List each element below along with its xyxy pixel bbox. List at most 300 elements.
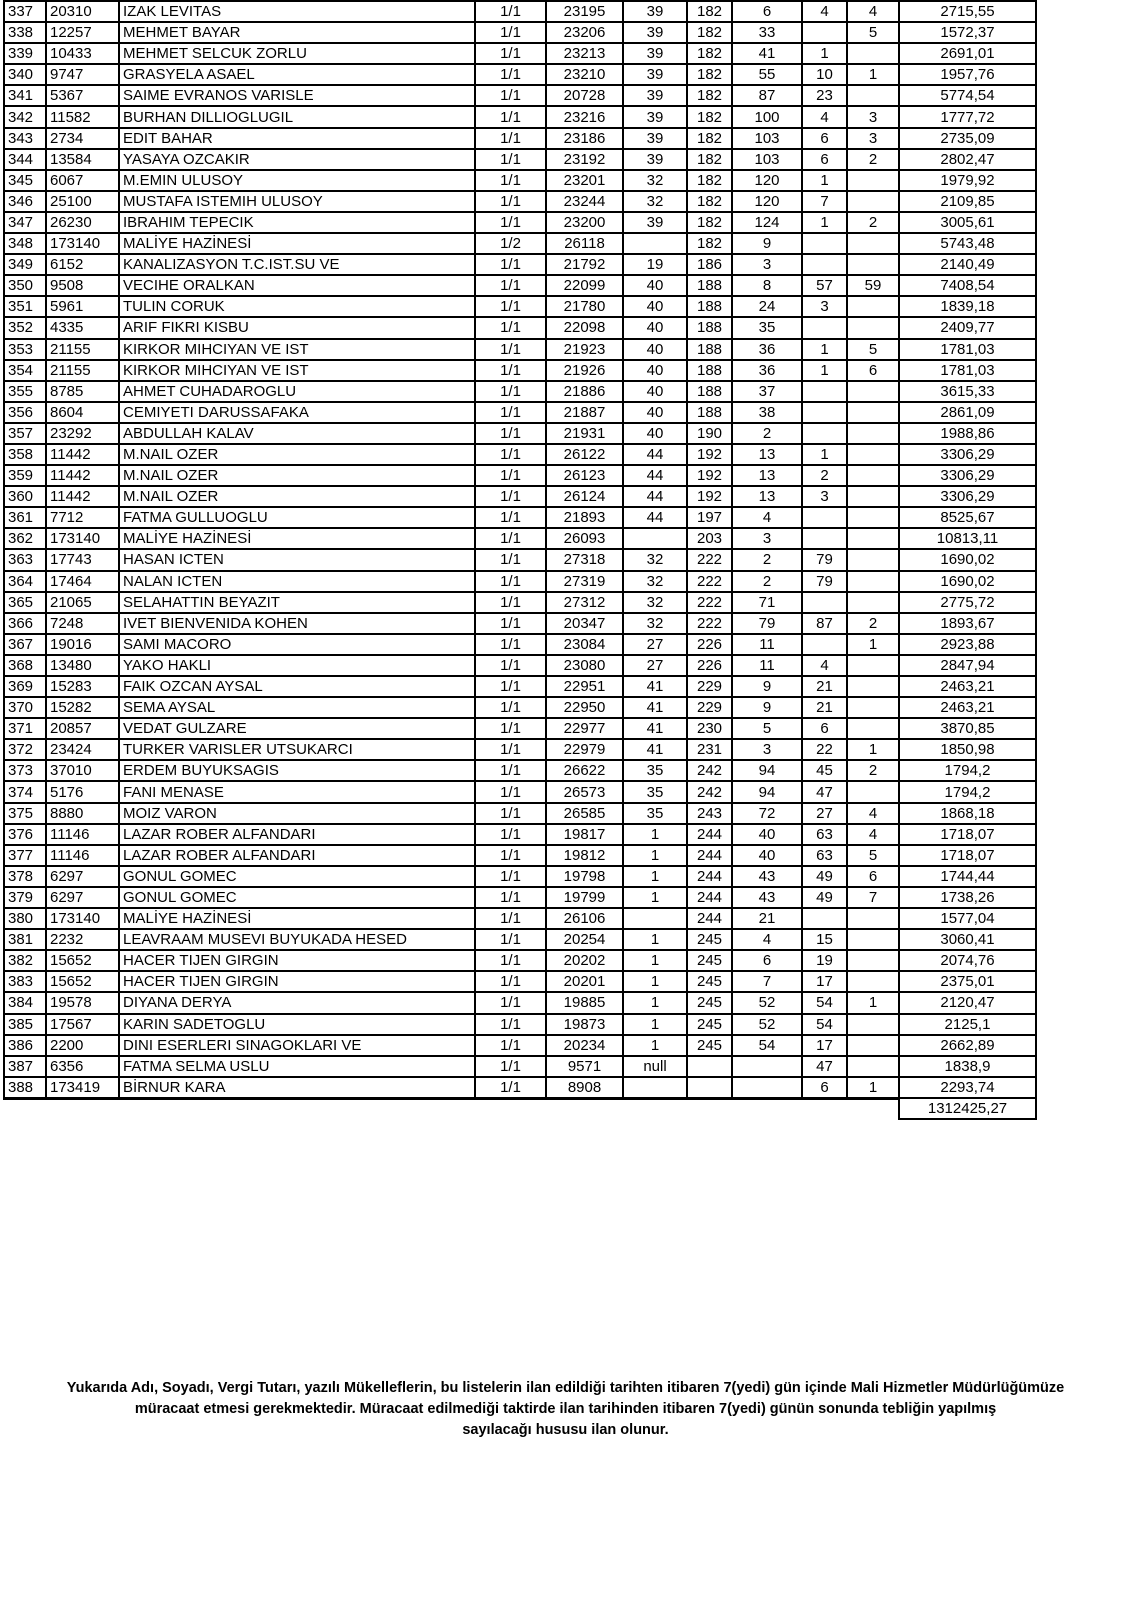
parcel-code-cell: 23244 — [546, 191, 623, 212]
island-cell: 188 — [687, 339, 732, 360]
island-cell: 244 — [687, 887, 732, 908]
parcel-cell: 3 — [732, 254, 802, 275]
tax-amount-cell: 1794,2 — [899, 781, 1036, 802]
parcel-code-cell: 8908 — [546, 1077, 623, 1099]
unit-cell — [847, 549, 899, 570]
floor-cell: 45 — [802, 760, 847, 781]
block-cell — [623, 1077, 687, 1099]
notice-line-2: müracaat etmesi gerekmektedir. Müracaat edilmediği taktirde ilan tarihinden itibaren 7(yedi) günün sonunda tebliğin yapılmış — [134, 1401, 997, 1417]
share-cell: 1/1 — [475, 1077, 546, 1099]
block-cell: 32 — [623, 549, 687, 570]
floor-cell: 1 — [802, 360, 847, 381]
taxpayer-id-cell: 15652 — [46, 950, 119, 971]
block-cell: 39 — [623, 22, 687, 43]
table-row — [4, 950, 1036, 971]
island-cell: 182 — [687, 128, 732, 149]
unit-cell — [847, 444, 899, 465]
island-cell: 186 — [687, 254, 732, 275]
row-number-cell: 350 — [4, 275, 46, 296]
table-row — [4, 465, 1036, 486]
taxpayer-name-cell: M.NAIL OZER — [119, 444, 475, 465]
block-cell: 44 — [623, 486, 687, 507]
parcel-code-cell: 23213 — [546, 43, 623, 64]
island-cell: 182 — [687, 22, 732, 43]
row-number-cell: 341 — [4, 85, 46, 106]
parcel-cell: 71 — [732, 592, 802, 613]
row-number-cell: 364 — [4, 571, 46, 592]
block-cell: 32 — [623, 170, 687, 191]
unit-cell — [847, 465, 899, 486]
tax-amount-cell: 2691,01 — [899, 43, 1036, 64]
table-row — [4, 64, 1036, 85]
island-cell: 188 — [687, 360, 732, 381]
block-cell: 41 — [623, 697, 687, 718]
taxpayer-id-cell: 11442 — [46, 444, 119, 465]
island-cell: 226 — [687, 634, 732, 655]
parcel-code-cell: 27312 — [546, 592, 623, 613]
unit-cell — [847, 254, 899, 275]
block-cell: 19 — [623, 254, 687, 275]
tax-amount-cell: 1781,03 — [899, 339, 1036, 360]
parcel-cell: 94 — [732, 781, 802, 802]
share-cell: 1/1 — [475, 676, 546, 697]
floor-cell — [802, 528, 847, 549]
tax-amount-cell: 2715,55 — [899, 1, 1036, 22]
row-number-cell: 369 — [4, 676, 46, 697]
unit-cell — [847, 170, 899, 191]
parcel-cell: 4 — [732, 929, 802, 950]
taxpayer-name-cell: GONUL GOMEC — [119, 866, 475, 887]
tax-amount-cell: 2293,74 — [899, 1077, 1036, 1099]
parcel-cell: 33 — [732, 22, 802, 43]
tax-amount-cell: 1572,37 — [899, 22, 1036, 43]
row-number-cell: 383 — [4, 971, 46, 992]
island-cell: 245 — [687, 929, 732, 950]
taxpayer-id-cell: 17567 — [46, 1014, 119, 1035]
taxpayer-name-cell: KARIN SADETOGLU — [119, 1014, 475, 1035]
unit-cell: 5 — [847, 22, 899, 43]
parcel-code-cell: 21931 — [546, 423, 623, 444]
table-row — [4, 549, 1036, 570]
parcel-code-cell: 23195 — [546, 1, 623, 22]
parcel-code-cell: 21780 — [546, 296, 623, 317]
total-row — [4, 1098, 1036, 1119]
share-cell: 1/1 — [475, 992, 546, 1013]
unit-cell: 7 — [847, 887, 899, 908]
parcel-cell: 6 — [732, 1, 802, 22]
share-cell: 1/1 — [475, 212, 546, 233]
parcel-code-cell: 22098 — [546, 317, 623, 338]
tax-amount-cell: 3306,29 — [899, 465, 1036, 486]
block-cell: 39 — [623, 128, 687, 149]
block-cell: null — [623, 1056, 687, 1077]
parcel-cell: 7 — [732, 971, 802, 992]
tax-amount-cell: 1839,18 — [899, 296, 1036, 317]
taxpayer-name-cell: EDIT BAHAR — [119, 128, 475, 149]
table-row — [4, 571, 1036, 592]
table-row — [4, 845, 1036, 866]
taxpayer-id-cell: 6297 — [46, 866, 119, 887]
floor-cell: 15 — [802, 929, 847, 950]
row-number-cell: 386 — [4, 1035, 46, 1056]
row-number-cell: 349 — [4, 254, 46, 275]
block-cell: 39 — [623, 85, 687, 106]
taxpayer-id-cell: 23292 — [46, 423, 119, 444]
parcel-code-cell: 19873 — [546, 1014, 623, 1035]
share-cell: 1/1 — [475, 170, 546, 191]
unit-cell — [847, 402, 899, 423]
island-cell: 182 — [687, 191, 732, 212]
tax-amount-cell: 2847,94 — [899, 655, 1036, 676]
parcel-cell: 43 — [732, 866, 802, 887]
parcel-code-cell: 19798 — [546, 866, 623, 887]
floor-cell: 57 — [802, 275, 847, 296]
block-cell: 35 — [623, 760, 687, 781]
floor-cell: 4 — [802, 1, 847, 22]
parcel-cell: 8 — [732, 275, 802, 296]
block-cell: 1 — [623, 1035, 687, 1056]
taxpayer-name-cell: GONUL GOMEC — [119, 887, 475, 908]
row-number-cell: 348 — [4, 233, 46, 254]
parcel-cell: 43 — [732, 887, 802, 908]
island-cell: 192 — [687, 465, 732, 486]
taxpayer-name-cell: HASAN ICTEN — [119, 549, 475, 570]
table-row — [4, 1056, 1036, 1077]
unit-cell — [847, 528, 899, 549]
table-row — [4, 317, 1036, 338]
taxpayer-name-cell: ABDULLAH KALAV — [119, 423, 475, 444]
floor-cell: 4 — [802, 106, 847, 127]
unit-cell — [847, 296, 899, 317]
taxpayer-id-cell: 5176 — [46, 781, 119, 802]
unit-cell: 2 — [847, 760, 899, 781]
island-cell: 243 — [687, 803, 732, 824]
taxpayer-id-cell: 5961 — [46, 296, 119, 317]
block-cell: 40 — [623, 317, 687, 338]
share-cell: 1/1 — [475, 866, 546, 887]
tax-amount-cell: 1744,44 — [899, 866, 1036, 887]
island-cell: 188 — [687, 317, 732, 338]
tax-amount-cell: 1690,02 — [899, 571, 1036, 592]
parcel-cell: 52 — [732, 1014, 802, 1035]
share-cell: 1/2 — [475, 233, 546, 254]
island-cell: 190 — [687, 423, 732, 444]
taxpayer-id-cell: 2232 — [46, 929, 119, 950]
island-cell: 242 — [687, 760, 732, 781]
island-cell: 231 — [687, 739, 732, 760]
parcel-code-cell: 22951 — [546, 676, 623, 697]
taxpayer-id-cell: 20310 — [46, 1, 119, 22]
parcel-cell: 24 — [732, 296, 802, 317]
share-cell: 1/1 — [475, 507, 546, 528]
parcel-code-cell: 19812 — [546, 845, 623, 866]
taxpayer-id-cell: 9747 — [46, 64, 119, 85]
block-cell: 40 — [623, 402, 687, 423]
floor-cell: 49 — [802, 866, 847, 887]
parcel-cell: 13 — [732, 465, 802, 486]
floor-cell — [802, 254, 847, 275]
taxpayer-id-cell: 11146 — [46, 824, 119, 845]
parcel-cell: 55 — [732, 64, 802, 85]
table-row — [4, 22, 1036, 43]
floor-cell: 4 — [802, 655, 847, 676]
floor-cell: 1 — [802, 339, 847, 360]
table-row — [4, 128, 1036, 149]
tax-amount-cell: 1738,26 — [899, 887, 1036, 908]
tax-amount-cell: 1838,9 — [899, 1056, 1036, 1077]
block-cell: 41 — [623, 739, 687, 760]
row-number-cell: 358 — [4, 444, 46, 465]
table-row — [4, 212, 1036, 233]
island-cell: 244 — [687, 845, 732, 866]
tax-amount-cell: 3005,61 — [899, 212, 1036, 233]
share-cell: 1/1 — [475, 22, 546, 43]
tax-amount-cell: 1893,67 — [899, 613, 1036, 634]
tax-amount-cell: 2109,85 — [899, 191, 1036, 212]
block-cell: 41 — [623, 676, 687, 697]
unit-cell — [847, 486, 899, 507]
unit-cell: 3 — [847, 128, 899, 149]
share-cell: 1/1 — [475, 760, 546, 781]
share-cell: 1/1 — [475, 887, 546, 908]
unit-cell: 6 — [847, 360, 899, 381]
floor-cell: 19 — [802, 950, 847, 971]
taxpayer-name-cell: KIRKOR MIHCIYAN VE IST — [119, 360, 475, 381]
parcel-cell: 103 — [732, 128, 802, 149]
taxpayer-name-cell: M.NAIL OZER — [119, 486, 475, 507]
taxpayer-name-cell: VECIHE ORALKAN — [119, 275, 475, 296]
block-cell: 1 — [623, 929, 687, 950]
row-number-cell: 359 — [4, 465, 46, 486]
parcel-code-cell: 19817 — [546, 824, 623, 845]
taxpayer-id-cell: 2734 — [46, 128, 119, 149]
block-cell: 40 — [623, 381, 687, 402]
taxpayer-id-cell: 21065 — [46, 592, 119, 613]
share-cell: 1/1 — [475, 697, 546, 718]
row-number-cell: 361 — [4, 507, 46, 528]
taxpayer-id-cell: 15652 — [46, 971, 119, 992]
taxpayer-id-cell: 5367 — [46, 85, 119, 106]
block-cell: 39 — [623, 149, 687, 170]
island-cell — [687, 1056, 732, 1077]
legal-notice — [0, 1378, 1131, 1441]
taxpayer-id-cell: 173140 — [46, 233, 119, 254]
row-number-cell: 380 — [4, 908, 46, 929]
block-cell: 40 — [623, 296, 687, 317]
block-cell — [623, 908, 687, 929]
share-cell: 1/1 — [475, 845, 546, 866]
table-row — [4, 1014, 1036, 1035]
row-number-cell: 365 — [4, 592, 46, 613]
table-row — [4, 85, 1036, 106]
parcel-cell: 54 — [732, 1035, 802, 1056]
floor-cell — [802, 908, 847, 929]
parcel-cell: 79 — [732, 613, 802, 634]
parcel-code-cell: 26124 — [546, 486, 623, 507]
parcel-code-cell: 23210 — [546, 64, 623, 85]
table-row — [4, 1, 1036, 22]
taxpayer-id-cell: 12257 — [46, 22, 119, 43]
unit-cell — [847, 971, 899, 992]
parcel-cell: 3 — [732, 528, 802, 549]
taxpayer-id-cell: 11442 — [46, 486, 119, 507]
share-cell: 1/1 — [475, 1035, 546, 1056]
floor-cell — [802, 423, 847, 444]
parcel-cell: 124 — [732, 212, 802, 233]
taxpayer-name-cell: KANALIZASYON T.C.IST.SU VE — [119, 254, 475, 275]
taxpayer-name-cell: VEDAT GULZARE — [119, 718, 475, 739]
taxpayer-name-cell: TULIN CORUK — [119, 296, 475, 317]
unit-cell — [847, 1014, 899, 1035]
table-row — [4, 760, 1036, 781]
unit-cell: 3 — [847, 106, 899, 127]
parcel-cell: 120 — [732, 170, 802, 191]
parcel-cell: 35 — [732, 317, 802, 338]
row-number-cell: 355 — [4, 381, 46, 402]
floor-cell: 2 — [802, 465, 847, 486]
parcel-code-cell: 20234 — [546, 1035, 623, 1056]
parcel-code-cell: 21926 — [546, 360, 623, 381]
taxpayer-name-cell: BİRNUR KARA — [119, 1077, 475, 1099]
table-row — [4, 908, 1036, 929]
row-number-cell: 379 — [4, 887, 46, 908]
block-cell: 27 — [623, 634, 687, 655]
block-cell: 32 — [623, 191, 687, 212]
taxpayer-id-cell: 11582 — [46, 106, 119, 127]
row-number-cell: 366 — [4, 613, 46, 634]
table-row — [4, 592, 1036, 613]
unit-cell — [847, 718, 899, 739]
table-row — [4, 275, 1036, 296]
island-cell: 182 — [687, 64, 732, 85]
table-body — [4, 1, 1036, 1098]
island-cell: 229 — [687, 676, 732, 697]
island-cell: 188 — [687, 381, 732, 402]
row-number-cell: 370 — [4, 697, 46, 718]
taxpayer-name-cell: MOIZ VARON — [119, 803, 475, 824]
tax-amount-cell: 10813,11 — [899, 528, 1036, 549]
table-row — [4, 170, 1036, 191]
parcel-code-cell: 20202 — [546, 950, 623, 971]
parcel-cell: 72 — [732, 803, 802, 824]
table-row — [4, 507, 1036, 528]
taxpayer-name-cell: SEMA AYSAL — [119, 697, 475, 718]
row-number-cell: 368 — [4, 655, 46, 676]
parcel-code-cell: 23186 — [546, 128, 623, 149]
table-row — [4, 254, 1036, 275]
parcel-code-cell: 22977 — [546, 718, 623, 739]
parcel-code-cell: 26122 — [546, 444, 623, 465]
share-cell: 1/1 — [475, 254, 546, 275]
block-cell: 1 — [623, 971, 687, 992]
taxpayer-name-cell: CEMIYETI DARUSSAFAKA — [119, 402, 475, 423]
unit-cell — [847, 781, 899, 802]
row-number-cell: 340 — [4, 64, 46, 85]
table-row — [4, 866, 1036, 887]
tax-amount-cell: 5743,48 — [899, 233, 1036, 254]
taxpayer-name-cell: FANI MENASE — [119, 781, 475, 802]
unit-cell: 59 — [847, 275, 899, 296]
taxpayer-name-cell: M.NAIL OZER — [119, 465, 475, 486]
taxpayer-id-cell: 13584 — [46, 149, 119, 170]
island-cell: 188 — [687, 402, 732, 423]
tax-amount-cell: 1577,04 — [899, 908, 1036, 929]
taxpayer-id-cell: 7712 — [46, 507, 119, 528]
share-cell: 1/1 — [475, 528, 546, 549]
island-cell: 182 — [687, 106, 732, 127]
table-row — [4, 676, 1036, 697]
parcel-code-cell: 26106 — [546, 908, 623, 929]
share-cell: 1/1 — [475, 381, 546, 402]
parcel-code-cell: 21887 — [546, 402, 623, 423]
row-number-cell: 367 — [4, 634, 46, 655]
table-row — [4, 803, 1036, 824]
parcel-code-cell: 9571 — [546, 1056, 623, 1077]
floor-cell: 1 — [802, 43, 847, 64]
parcel-cell: 2 — [732, 423, 802, 444]
tax-amount-cell: 2662,89 — [899, 1035, 1036, 1056]
share-cell: 1/1 — [475, 1014, 546, 1035]
share-cell: 1/1 — [475, 1, 546, 22]
taxpayer-id-cell: 4335 — [46, 317, 119, 338]
row-number-cell: 353 — [4, 339, 46, 360]
taxpayer-id-cell: 17743 — [46, 549, 119, 570]
block-cell: 1 — [623, 824, 687, 845]
island-cell: 188 — [687, 275, 732, 296]
taxpayer-id-cell: 8604 — [46, 402, 119, 423]
taxpayer-id-cell: 173419 — [46, 1077, 119, 1099]
parcel-cell: 52 — [732, 992, 802, 1013]
island-cell: 182 — [687, 212, 732, 233]
tax-amount-cell: 1690,02 — [899, 549, 1036, 570]
share-cell: 1/1 — [475, 106, 546, 127]
taxpayer-id-cell: 19016 — [46, 634, 119, 655]
unit-cell — [847, 381, 899, 402]
row-number-cell: 372 — [4, 739, 46, 760]
floor-cell: 7 — [802, 191, 847, 212]
tax-amount-cell: 2120,47 — [899, 992, 1036, 1013]
parcel-code-cell: 27319 — [546, 571, 623, 592]
block-cell: 40 — [623, 275, 687, 296]
parcel-cell: 9 — [732, 697, 802, 718]
parcel-code-cell: 23080 — [546, 655, 623, 676]
floor-cell: 54 — [802, 1014, 847, 1035]
island-cell: 244 — [687, 908, 732, 929]
floor-cell: 21 — [802, 697, 847, 718]
taxpayer-id-cell: 2200 — [46, 1035, 119, 1056]
block-cell: 32 — [623, 592, 687, 613]
parcel-cell: 94 — [732, 760, 802, 781]
row-number-cell: 378 — [4, 866, 46, 887]
parcel-cell — [732, 1056, 802, 1077]
floor-cell: 6 — [802, 718, 847, 739]
row-number-cell: 344 — [4, 149, 46, 170]
parcel-cell: 36 — [732, 339, 802, 360]
share-cell: 1/1 — [475, 191, 546, 212]
notice-line-1: Yukarıda Adı, Soyadı, Vergi Tutarı, yazılı Mükelleflerin, bu listelerin ilan edildiği tarihten itibaren 7(yedi) gün içinde Mali Hizmetler Müdürlüğümüze — [66, 1380, 1065, 1396]
table-row — [4, 296, 1036, 317]
share-cell: 1/1 — [475, 655, 546, 676]
island-cell: 245 — [687, 971, 732, 992]
grand-total: 1312425,27 — [899, 1098, 1036, 1119]
floor-cell: 47 — [802, 781, 847, 802]
parcel-code-cell: 21893 — [546, 507, 623, 528]
unit-cell — [847, 929, 899, 950]
share-cell: 1/1 — [475, 971, 546, 992]
tax-amount-cell: 1718,07 — [899, 845, 1036, 866]
share-cell: 1/1 — [475, 803, 546, 824]
parcel-cell: 120 — [732, 191, 802, 212]
